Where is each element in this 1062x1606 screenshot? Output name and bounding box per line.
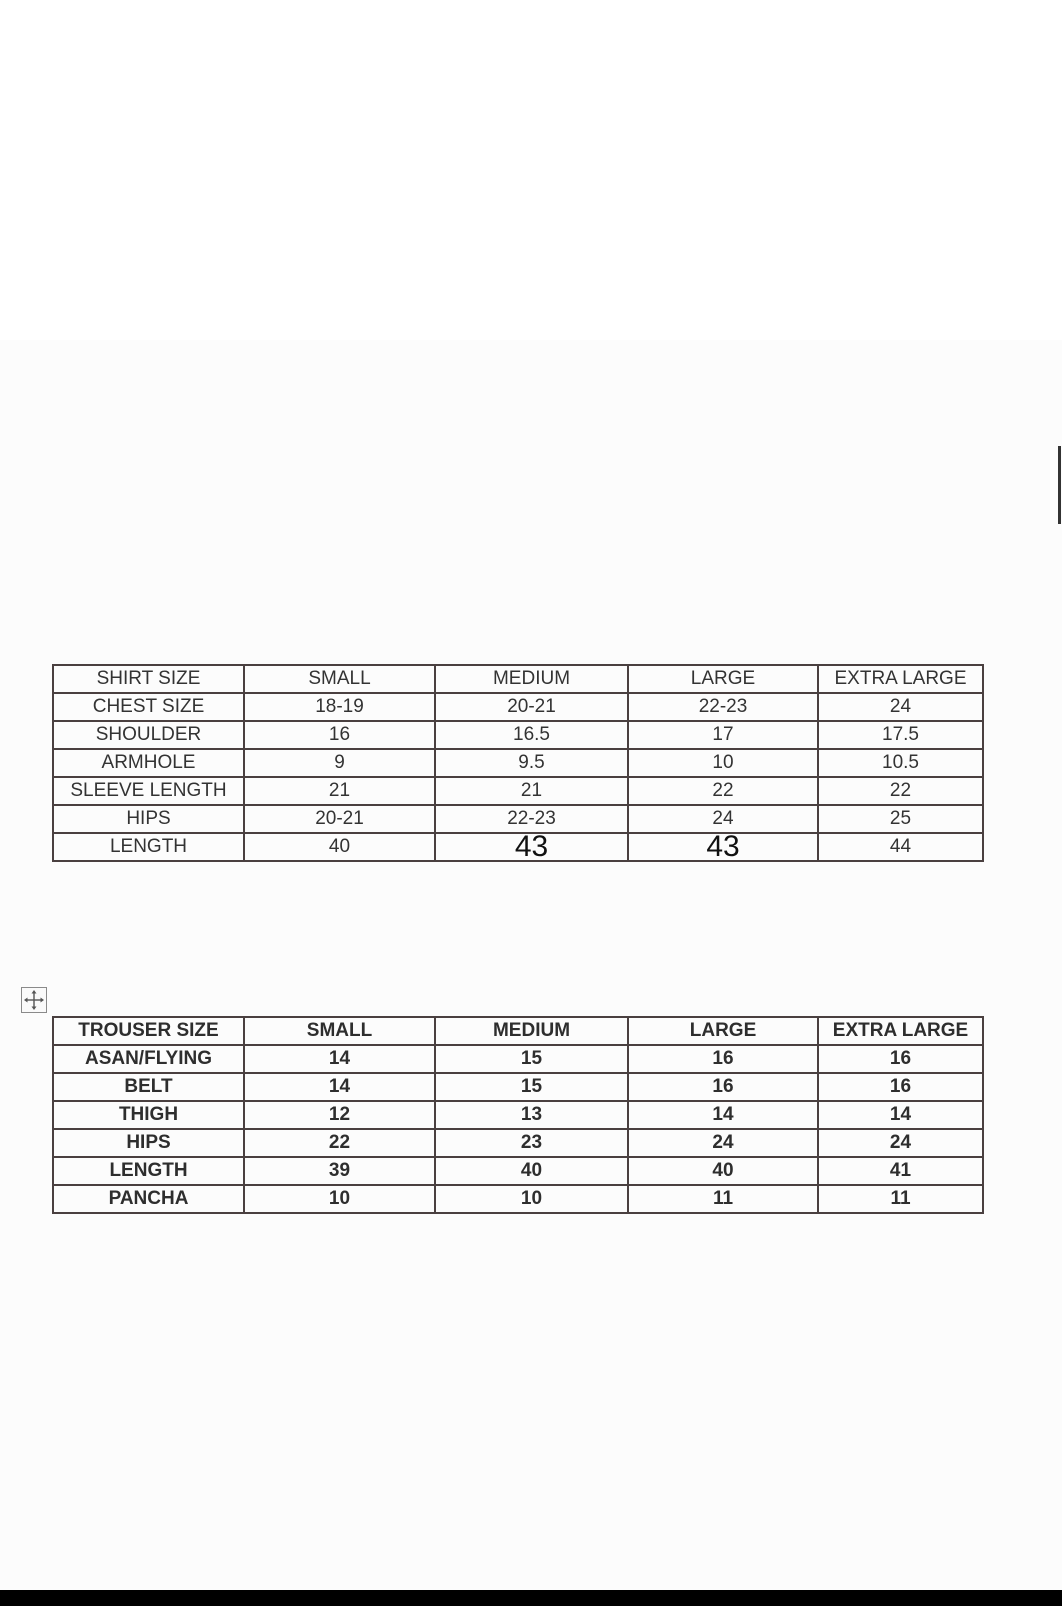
table-cell: 41 (818, 1157, 983, 1185)
table-cell: 16 (818, 1073, 983, 1101)
row-label: ASAN/FLYING (53, 1045, 244, 1073)
top-blank-area (0, 0, 1062, 340)
table-cell: 40 (435, 1157, 628, 1185)
table-cell: 20-21 (244, 805, 435, 833)
table-cell: 11 (628, 1185, 818, 1213)
table-cell: 22 (818, 777, 983, 805)
table-cell: 9 (244, 749, 435, 777)
table-cell: 16 (244, 721, 435, 749)
table-row (53, 1185, 983, 1213)
table-cell: 39 (244, 1157, 435, 1185)
table-cell: 15 (435, 1045, 628, 1073)
table-cell: 24 (818, 693, 983, 721)
header-cell: SMALL (244, 665, 435, 693)
table-cell: 25 (818, 805, 983, 833)
shirt-size-table (52, 664, 984, 862)
table-cell: 24 (628, 805, 818, 833)
table-cell: 43 (435, 833, 628, 861)
table-cell: 18-19 (244, 693, 435, 721)
row-label: CHEST SIZE (53, 693, 244, 721)
row-label: THIGH (53, 1101, 244, 1129)
table-row (53, 1101, 983, 1129)
header-cell: LARGE (628, 665, 818, 693)
header-cell: LARGE (628, 1017, 818, 1045)
table-cell: 21 (244, 777, 435, 805)
row-label: PANCHA (53, 1185, 244, 1213)
table-cell: 22 (628, 777, 818, 805)
table-cell: 23 (435, 1129, 628, 1157)
table-cell: 9.5 (435, 749, 628, 777)
table-cell: 15 (435, 1073, 628, 1101)
document-canvas (0, 340, 1062, 1606)
table-cell: 22-23 (435, 805, 628, 833)
table-row (53, 749, 983, 777)
table-cell: 10 (435, 1185, 628, 1213)
table-row (53, 1157, 983, 1185)
table-cell: 24 (818, 1129, 983, 1157)
header-cell: TROUSER SIZE (53, 1017, 244, 1045)
table-cell: 16.5 (435, 721, 628, 749)
table-cell[interactable]: 11 (818, 1185, 983, 1213)
table-row (53, 1073, 983, 1101)
table-cell: 17.5 (818, 721, 983, 749)
table-header-row (53, 1017, 983, 1045)
table-header-row (53, 665, 983, 693)
table-cell: 12 (244, 1101, 435, 1129)
table-row (53, 1129, 983, 1157)
table-row (53, 833, 983, 861)
table-cell: 10.5 (818, 749, 983, 777)
header-cell: SMALL (244, 1017, 435, 1045)
table-cell: 17 (628, 721, 818, 749)
table-cell: 14 (818, 1101, 983, 1129)
row-label: SHOULDER (53, 721, 244, 749)
trouser-size-table (52, 1016, 984, 1214)
header-cell: EXTRA LARGE (818, 665, 983, 693)
row-label: HIPS (53, 1129, 244, 1157)
table-cell: 13 (435, 1101, 628, 1129)
table-cell: 16 (628, 1073, 818, 1101)
table-cell: 40 (244, 833, 435, 861)
header-cell: EXTRA LARGE (818, 1017, 983, 1045)
table-row (53, 721, 983, 749)
row-label: HIPS (53, 805, 244, 833)
table-cell: 20-21 (435, 693, 628, 721)
header-cell: SHIRT SIZE (53, 665, 244, 693)
row-label: BELT (53, 1073, 244, 1101)
table-row (53, 693, 983, 721)
row-label: SLEEVE LENGTH (53, 777, 244, 805)
table-cell: 22 (244, 1129, 435, 1157)
table-cell: 16 (818, 1045, 983, 1073)
table-row (53, 1045, 983, 1073)
bottom-bar (0, 1590, 1062, 1606)
table-cell: 40 (628, 1157, 818, 1185)
table-cell: 10 (628, 749, 818, 777)
table-row (53, 805, 983, 833)
table-cell: 24 (628, 1129, 818, 1157)
row-label: LENGTH (53, 833, 244, 861)
row-label: ARMHOLE (53, 749, 244, 777)
row-label: LENGTH (53, 1157, 244, 1185)
header-cell: MEDIUM (435, 665, 628, 693)
table-cell: 43 (628, 833, 818, 861)
table-cell: 44 (818, 833, 983, 861)
header-cell: MEDIUM (435, 1017, 628, 1045)
table-move-handle-icon[interactable] (21, 987, 47, 1013)
table-cell: 16 (628, 1045, 818, 1073)
table-cell: 14 (628, 1101, 818, 1129)
table-cell: 21 (435, 777, 628, 805)
scrollbar-thumb[interactable] (1058, 446, 1061, 524)
table-cell: 22-23 (628, 693, 818, 721)
table-cell: 14 (244, 1073, 435, 1101)
table-cell: 14 (244, 1045, 435, 1073)
table-cell: 10 (244, 1185, 435, 1213)
table-row (53, 777, 983, 805)
